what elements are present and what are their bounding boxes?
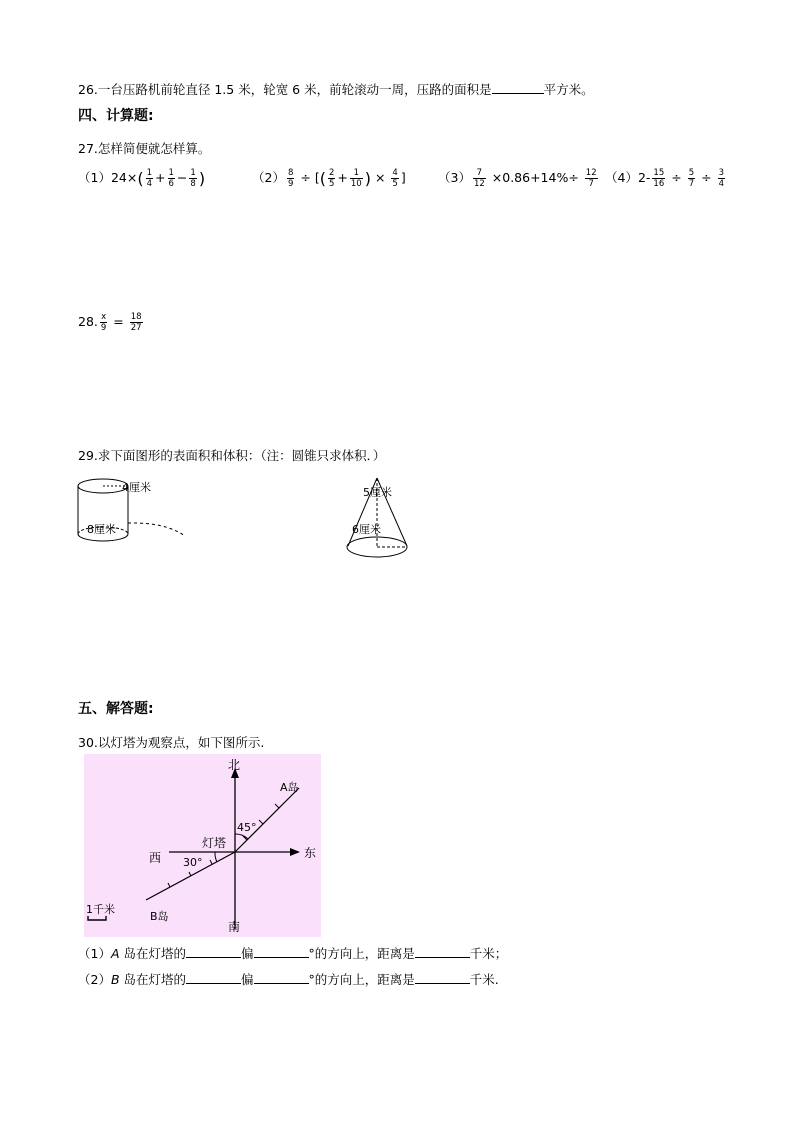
answer-blank[interactable] [186, 945, 241, 958]
map-lighthouse-label: 灯塔 [202, 836, 227, 850]
fraction: $\frac{7}{12}$ [473, 168, 485, 189]
part-label: （4）2- [605, 170, 651, 185]
cone-figure [340, 472, 420, 564]
q30-line1: （1）A 岛在灯塔的 偏 °的方向上，距离是 千米； [78, 946, 508, 961]
section-heading-calc: 四、计算题: [78, 108, 154, 124]
fraction: $\frac{1}{8}$ [190, 168, 196, 189]
answer-blank[interactable] [254, 945, 309, 958]
map-angle-a-label: 45° [237, 821, 257, 834]
question-26 [78, 80, 594, 98]
map-north-label: 北 [228, 758, 241, 772]
map-angle-b-label: 30° [183, 856, 203, 869]
q27-part4: （4）2- $\frac{15}{16}$ ÷ $\frac{5}{7}$ ÷ $\frac{3}{4}$ [605, 168, 724, 189]
q26-text: 26.一台压路机前轮直径 1.5 米，轮宽 6 米，前轮滚动一周，压路的面积是 [78, 82, 492, 97]
map-island-b-label: B岛 [150, 910, 169, 923]
map-island-a-label: A岛 [280, 781, 299, 794]
part-label: （2） [252, 170, 285, 185]
question-28: 28. $\frac{x}{9}$ = $\frac{18}{27}$ [78, 312, 142, 333]
fraction: $\frac{1}{6}$ [168, 168, 174, 189]
q29-prompt: 29.求下面图形的表面积和体积：（注：圆锥只求体积．） [78, 448, 386, 463]
fraction: $\frac{15}{16}$ [653, 168, 665, 189]
cylinder-figure [70, 470, 200, 555]
fraction: $\frac{5}{7}$ [688, 168, 695, 189]
fraction: $\frac{1}{4}$ [146, 168, 153, 189]
q27-part1: （1）24×( $\frac{1}{4}$ + $\frac{1}{6}$ − $\frac{1}{8}$ ) [78, 168, 206, 189]
fraction: $\frac{4}{5}$ [392, 168, 398, 189]
q27-part2: （2） $\frac{8}{9}$ ÷ [( $\frac{2}{5}$ + $\frac{1}{10}$ ) × $\frac{4}{5}$ ] [252, 168, 406, 189]
answer-blank[interactable] [415, 945, 470, 958]
cone-radius-label: 5厘米 [363, 486, 392, 499]
cone-height-label: 6厘米 [352, 523, 381, 536]
answer-blank[interactable] [254, 971, 309, 984]
fraction: $\frac{3}{4}$ [718, 168, 724, 189]
lighthouse-map [84, 754, 321, 937]
q27-prompt: 27.怎样简便就怎样算。 [78, 141, 211, 156]
fraction: $\frac{18}{27}$ [130, 312, 142, 333]
map-south-label: 南 [228, 920, 241, 934]
answer-blank[interactable] [186, 971, 241, 984]
section-heading-solve: 五、解答题: [78, 701, 154, 717]
part-label: （3） [438, 170, 471, 185]
fraction: $\frac{12}{7}$ [585, 168, 597, 189]
map-east-label: 东 [304, 846, 317, 860]
part-label: （1）24× [78, 170, 138, 185]
q27-part3: （3） $\frac{7}{12}$ ×0.86+14%÷ $\frac{12}{7}$ [438, 168, 597, 189]
fraction: $\frac{1}{10}$ [350, 168, 362, 189]
map-scale-label: 1千米 [86, 903, 115, 916]
fraction: $\frac{8}{9}$ [287, 168, 294, 189]
q30-prompt: 30.以灯塔为观察点，如下图所示. [78, 735, 265, 750]
q30-line2: （2）B 岛在灯塔的 偏 °的方向上，距离是 千米. [78, 972, 499, 987]
fraction: $\frac{x}{9}$ [100, 312, 107, 333]
map-west-label: 西 [149, 851, 162, 865]
answer-blank[interactable] [415, 971, 470, 984]
q28-label: 28. [78, 314, 98, 329]
answer-blank[interactable] [492, 81, 544, 94]
cylinder-radius-label: 4厘米 [122, 481, 151, 494]
cylinder-height-label: 8厘米 [87, 523, 116, 536]
q26-unit: 平方米。 [543, 82, 594, 97]
fraction: $\frac{2}{5}$ [328, 168, 335, 189]
